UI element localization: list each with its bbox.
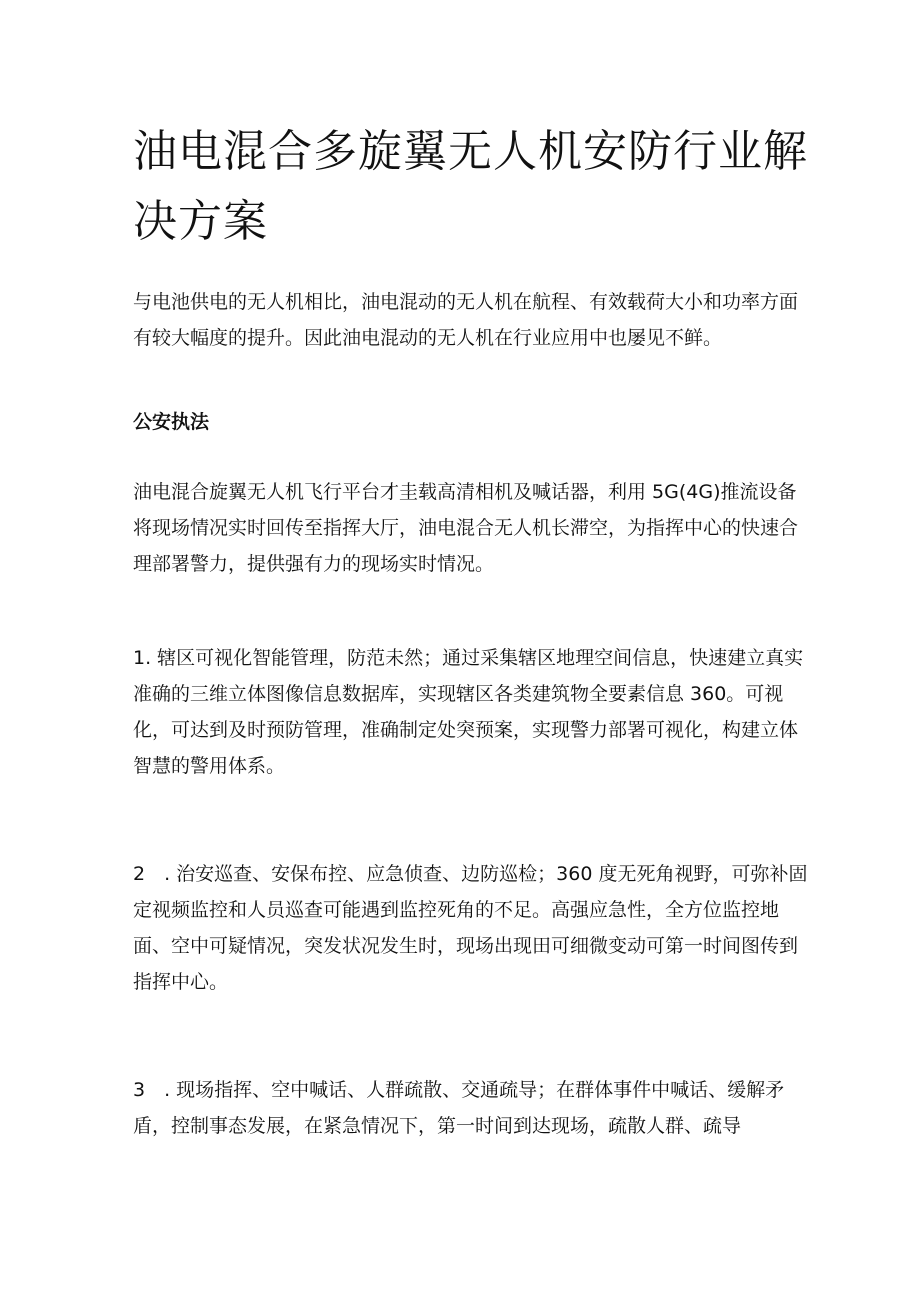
intro-paragraph: 与电池供电的无人机相比，油电混动的无人机在航程、有效载荷大小和功率方面有较大幅度的提升。因此油电混动的无人机在行业应用中也屡见不鲜。 <box>133 291 799 349</box>
section-heading: 公安执法 <box>133 411 210 433</box>
list-item-3: 3 . 现场指挥、空中喊话、人群疏散、交通疏导；在群体事件中喊话、缓解矛盾，控制事态发展，在紧急情况下，第一时间到达现场，疏散人群、疏导 <box>133 1079 785 1137</box>
section-body-paragraph: 油电混合旋翼无人机飞行平台才圭载高清相机及喊话器，利用 5G(4G)推流设备将现场情况实时回传至指挥大厅，油电混合无人机长滞空，为指挥中心的快速合理部署警力，提供强有力的现场实时情况。 <box>133 481 799 575</box>
document-title: 油电混合多旋翼无人机安防行业解决方案 <box>133 126 808 247</box>
list-item-1: 1. 辖区可视化智能管理，防范未然；通过采集辖区地理空间信息，快速建立真实准确的三维立体图像信息数据库，实现辖区各类建筑物全要素信息 360。可视化，可达到及时预防管理，准确制定处突预案，实现警力部署可视化，构建立体智慧的警用体系。 <box>133 647 804 777</box>
list-item-2: 2 . 治安巡查、安保布控、应急侦查、边防巡检；360 度无死角视野，可弥补固定视频监控和人员巡查可能遇到监控死角的不足。高强应急性，全方位监控地面、空中可疑情况，突发状况发生时，现场出现田可细微变动可第一时间图传到指挥中心。 <box>133 863 808 993</box>
